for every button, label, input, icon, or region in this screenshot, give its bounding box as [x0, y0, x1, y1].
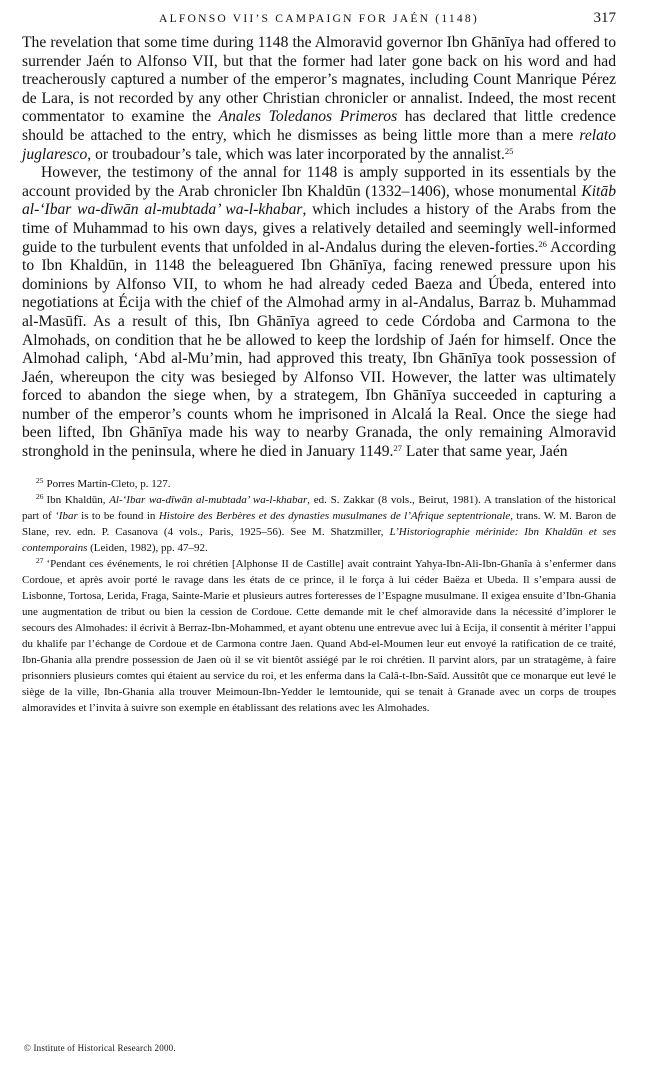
copyright-notice: © Institute of Historical Research 2000.	[24, 1043, 176, 1053]
text-run: However, the testimony of the annal for 1148 is amply supported in its essentials by the account provided by the Arab chronicler Ibn Khaldūn (1332–1406), whose monumental	[22, 164, 616, 200]
page	[22, 10, 616, 716]
text-run: According to Ibn Khaldūn, in 1148 the beleaguered Ibn Ghānīya, facing renewed pressure upon his dominions by Alfonso VII, to whom he had already ceded Baeza and Úbeda, entered into negotiations at Écija with the chief of the Almohad army in al-Andalus, Barraz b. Muhammad al-Masūfī. As a result of this, Ibn Ghānīya agreed to cede Córdoba and Carmona to the Almohads, on condition that he be allowed to keep the lordship of Jaén for himself. Once the Almohad caliph, ‘Abd al-Mu’min, had approved this treaty, Ibn Ghānīya took possession of Jaén, whereupon the city was besieged by Alfonso VII. However, the latter was ultimately forced to abandon the siege when, by a strategem, Ibn Ghānīya succeeded in capturing a number of the emperor’s counts whom he imprisoned in Alcalá la Real. Once the siege had been lifted, Ibn Ghānīya made his way to nearby Granada, the only remaining Almoravid stronghold in the peninsula, where he died in January 1149.	[22, 238, 616, 461]
text-run: ‘Pendant ces événements, le roi chrétien [Alphonse II de Castille] avait contraint Yahya-Ibn-Ali-Ibn-Ghanîa à s’enfermer dans Cordoue, et après avoir porté le ravage dans les états de ce prince, il le força à lui céder Baëza et Ubeda. Il s’empara aussi de Lisbonne, Tortosa, Lerida, Fraga, Sainte-Marie et plusieurs autres forteresses de l’Espagne musulmane. Il exigea ensuite d’Ibn-Ghania une augmentation de tribut ou bien la cession de Cordoue. Cette demande mit le chef almoravide dans la nécessité d’implorer le secours des Almohades: il écrivit à Berraz-Ibn-Mohammed, et ayant obtenu une entrevue avec lui à Ecija, il consentit à mériter l’appui du khalife par l’échange de Cordoue et de Carmona contre Jaen. Quand Abd-el-Moumen leur eut envoyé la ratification de ce traité, Ibn-Ghania alla prendre possession de Jaen où il se vit bientôt assiégé par le roi chrétien. Il parvint alors, par un stratagème, à faire prisonniers plusieurs comtes qui étaient au service du roi, et les enferma dans la Calâ-t-Ibn-Saïd. Aussitôt que ce monarque eut levé le siège de la ville, Ibn-Ghania alla trouver Meimoun-Ibn-Yedder le lemtounide, qui se tenait à Granade avec un corps de troupes almoravides et l’invita à suivre son exemple en établissant des relations avec les Almohades.	[22, 557, 616, 714]
italic-text: Anales Toledanos Primeros	[218, 108, 398, 126]
text-run: , ed. S. Zakkar (8 vols., Beirut, 1981). A translation of the historical part of	[22, 493, 616, 522]
paragraph-1	[22, 34, 616, 164]
text-run: is to be found in	[77, 509, 159, 522]
page-header	[22, 10, 616, 34]
text-run: Later that same year, Jaén	[401, 443, 568, 461]
text-run: (Leiden, 1982), pp. 47–92.	[87, 541, 208, 554]
text-run: Porres Martín-Cleto, p. 127.	[46, 477, 171, 490]
footnote-reference: 26	[538, 238, 547, 249]
text-run: , trans. W. M. Baron de Slane, rev. edn. P. Casanova (4 vols., Paris, 1925–56). See M. Shatzmiller,	[22, 509, 616, 538]
text-run: , or troubadour’s tale, which was later incorporated by the annalist.	[87, 145, 505, 163]
paragraph-2	[22, 164, 616, 462]
footnote-number: 25	[36, 475, 44, 485]
italic-text: L’Historiographie mérinide: Ibn Khaldūn et ses contemporains	[22, 525, 616, 554]
footnote-number: 26	[36, 491, 44, 501]
italic-text: Kitāb al-‘Ibar wa-dīwān al-mubtada’ wa-l-khabar	[22, 182, 616, 219]
italic-text: Histoire des Berbères et des dynasties musulmanes de l’Afrique septentrionale	[158, 509, 511, 522]
italic-text: relato juglaresco	[22, 126, 616, 163]
footnotes	[22, 476, 616, 716]
running-head: ALFONSO VII’S CAMPAIGN FOR JAÉN (1148)	[159, 12, 479, 25]
text-run: Ibn Khaldūn,	[46, 493, 110, 506]
footnote-26	[22, 492, 616, 556]
footnote-reference: 27	[393, 443, 402, 454]
footnote-25	[22, 476, 616, 492]
footnote-number: 27	[36, 555, 44, 565]
body-text	[22, 34, 616, 462]
text-run: , which includes a history of the Arabs from the time of Muhammad to his own days, gives a relatively detailed and seemingly well-informed guide to the turbulent events that unfolded in al-Andalus during the eleven-forties.	[22, 201, 616, 256]
footnote-27	[22, 556, 616, 716]
text-run: The revelation that some time during 1148 the Almoravid governor Ibn Ghānīya had offered to surrender Jaén to Alfonso VII, but that the former had later gone back on his word and had treacherously captured a number of the emperor’s magnates, including Count Manrique Pérez de Lara, is not recorded by any other Christian chronicler or annalist. Indeed, the most recent commentator to examine the	[22, 34, 616, 126]
italic-text: ‘Ibar	[55, 509, 78, 522]
text-run: has declared that little credence should be attached to the entry, which he dismisses as being little more than a mere	[22, 108, 616, 144]
page-number: 317	[593, 10, 616, 26]
footnote-reference: 25	[504, 145, 514, 156]
italic-text: Al-‘Ibar wa-dīwān al-mubtada’ wa-l-khabar	[109, 493, 308, 506]
